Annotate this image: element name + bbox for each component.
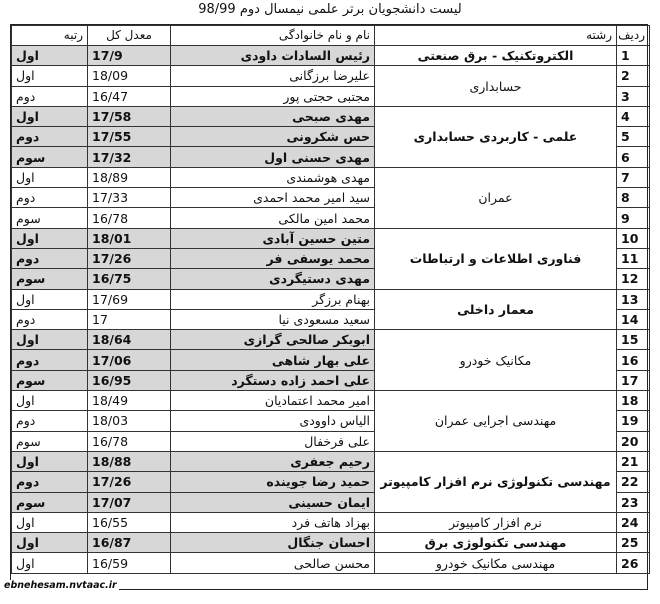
student-name: رحیم جعفری [171,451,375,471]
rank-value: سوم [12,370,88,390]
top-students-table [11,25,650,574]
field-of-study: عمران [375,167,617,228]
field-of-study: فناوری اطلاعات و ارتباطات [375,228,617,289]
header-field: رشته [375,26,617,46]
row-number: 23 [617,492,650,512]
gpa-value: 18/89 [88,167,171,187]
table-row [12,66,650,86]
gpa-value: 18/88 [88,451,171,471]
table-row [12,553,650,573]
student-name: الیاس داوودی [171,411,375,431]
field-of-study: نرم افزار کامپیوتر [375,512,617,532]
gpa-value: 18/64 [88,330,171,350]
row-number: 10 [617,228,650,248]
row-number: 15 [617,330,650,350]
rank-value: دوم [12,188,88,208]
row-number: 3 [617,86,650,106]
gpa-value: 17/9 [88,46,171,66]
table-header-row [12,26,650,46]
gpa-value: 16/75 [88,269,171,289]
gpa-value: 16/78 [88,208,171,228]
rank-value: سوم [12,208,88,228]
header-row-number: ردیف [617,26,650,46]
row-number: 24 [617,512,650,532]
rank-value: سوم [12,269,88,289]
row-number: 8 [617,188,650,208]
rank-value: سوم [12,431,88,451]
student-name: محسن صالحی [171,553,375,573]
rank-value: اول [12,167,88,187]
rank-value: دوم [12,411,88,431]
students-table-container [10,24,648,590]
table-body [12,46,650,574]
header-name: نام و نام خانوادگی [171,26,375,46]
gpa-value: 16/87 [88,533,171,553]
rank-value: اول [12,451,88,471]
gpa-value: 18/01 [88,228,171,248]
rank-value: اول [12,553,88,573]
gpa-value: 17/58 [88,106,171,126]
gpa-value: 17/26 [88,248,171,268]
student-name: علی احمد زاده دستگرد [171,370,375,390]
student-name: مهدی هوشمندی [171,167,375,187]
row-number: 1 [617,46,650,66]
student-name: حس شکرونی [171,127,375,147]
table-row [12,106,650,126]
student-name: مهدی حسنی اول [171,147,375,167]
rank-value: اول [12,289,88,309]
site-watermark: ebnehesam.nvtaac.ir [4,580,117,591]
student-name: علی فرخفال [171,431,375,451]
table-row [12,167,650,187]
gpa-value: 16/47 [88,86,171,106]
page-title: لیست دانشجویان برتر علمی نیمسال دوم 98/99 [198,2,462,17]
header-average: معدل کل [88,26,171,46]
gpa-value: 18/09 [88,66,171,86]
row-number: 19 [617,411,650,431]
gpa-value: 16/55 [88,512,171,532]
student-name: مهدی دستیگردی [171,269,375,289]
row-number: 7 [617,167,650,187]
row-number: 25 [617,533,650,553]
field-of-study: علمی - کاربردی حسابداری [375,106,617,167]
row-number: 16 [617,350,650,370]
table-row [12,289,650,309]
rank-value: اول [12,512,88,532]
rank-value: اول [12,330,88,350]
gpa-value: 17/32 [88,147,171,167]
field-of-study: مهندسی مکانیک خودرو [375,553,617,573]
field-of-study: معمار داخلی [375,289,617,330]
row-number: 12 [617,269,650,289]
gpa-value: 18/49 [88,391,171,411]
rank-value: سوم [12,492,88,512]
student-name: بهنام برزگر [171,289,375,309]
field-of-study: الکتروتکنیک - برق صنعتی [375,46,617,66]
student-name: مجتبی حجتی پور [171,86,375,106]
row-number: 6 [617,147,650,167]
row-number: 13 [617,289,650,309]
student-name: احسان جنگال [171,533,375,553]
row-number: 4 [617,106,650,126]
gpa-value: 17/33 [88,188,171,208]
row-number: 18 [617,391,650,411]
gpa-value: 17/06 [88,350,171,370]
gpa-value: 17/55 [88,127,171,147]
table-row [12,46,650,66]
student-name: محمد امین مالکی [171,208,375,228]
row-number: 9 [617,208,650,228]
student-name: رئیس السادات داودی [171,46,375,66]
row-number: 11 [617,248,650,268]
rank-value: دوم [12,248,88,268]
student-name: سعید مسعودی نیا [171,309,375,329]
student-name: ایمان حسینی [171,492,375,512]
row-number: 22 [617,472,650,492]
row-number: 26 [617,553,650,573]
row-number: 20 [617,431,650,451]
student-name: حمید رضا جوینده [171,472,375,492]
gpa-value: 16/78 [88,431,171,451]
field-of-study: مکانیک خودرو [375,330,617,391]
table-row [12,512,650,532]
gpa-value: 18/03 [88,411,171,431]
table-row [12,533,650,553]
table-row [12,451,650,471]
header-rank: رتبه [12,26,88,46]
gpa-value: 17/69 [88,289,171,309]
gpa-value: 17/07 [88,492,171,512]
row-number: 21 [617,451,650,471]
row-number: 14 [617,309,650,329]
table-row [12,330,650,350]
student-name: متین حسین آبادی [171,228,375,248]
field-of-study: مهندسی تکنولوژی برق [375,533,617,553]
rank-value: دوم [12,309,88,329]
student-name: علیرضا برزگانی [171,66,375,86]
table-row [12,391,650,411]
gpa-value: 17/26 [88,472,171,492]
student-name: سید امیر محمد احمدی [171,188,375,208]
row-number: 5 [617,127,650,147]
gpa-value: 16/95 [88,370,171,390]
rank-value: دوم [12,86,88,106]
rank-value: اول [12,106,88,126]
rank-value: اول [12,66,88,86]
table-row [12,228,650,248]
student-name: ابوبکر صالحی گرازی [171,330,375,350]
rank-value: اول [12,533,88,553]
field-of-study: مهندسی تکنولوژی نرم افزار کامپیوتر [375,451,617,512]
student-name: بهزاد هاتف فرد [171,512,375,532]
rank-value: اول [12,391,88,411]
student-name: امیر محمد اعتمادیان [171,391,375,411]
gpa-value: 16/59 [88,553,171,573]
rank-value: دوم [12,472,88,492]
rank-value: دوم [12,127,88,147]
rank-value: اول [12,46,88,66]
student-name: مهدی صبحی [171,106,375,126]
rank-value: سوم [12,147,88,167]
gpa-value: 17 [88,309,171,329]
field-of-study: مهندسی اجرایی عمران [375,391,617,452]
rank-value: دوم [12,350,88,370]
student-name: علی بهار شاهی [171,350,375,370]
rank-value: اول [12,228,88,248]
student-name: محمد یوسفی فر [171,248,375,268]
row-number: 2 [617,66,650,86]
field-of-study: حسابداری [375,66,617,107]
row-number: 17 [617,370,650,390]
